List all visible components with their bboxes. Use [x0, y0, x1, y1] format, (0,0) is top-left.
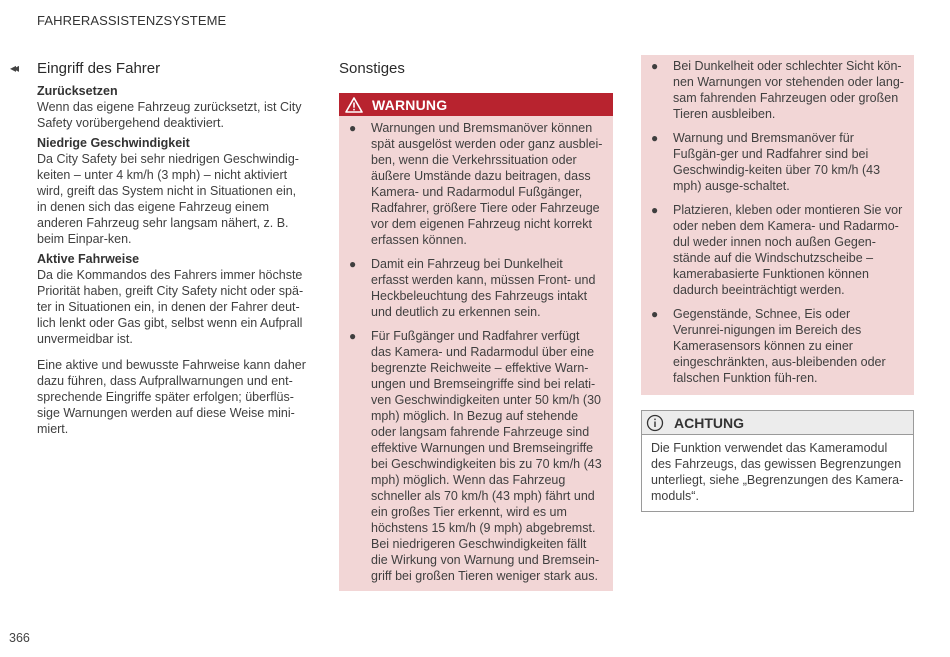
text-low-speed: Da City Safety bei sehr niedrigen Geschwindig-keiten – unter 4 km/h (3 mph) – nicht aktiviert wird, greift das System nicht in Situationen ein, in denen sich das eigene Fahrzeug einem anderen Fahrzeug sehr langsam nähert, z. B. beim Einpar-ken. — [37, 152, 299, 246]
info-circle-icon — [646, 414, 664, 432]
warning-box — [339, 93, 613, 591]
subheading-reversing: Zurücksetzen — [37, 84, 118, 98]
warning-header — [339, 93, 613, 116]
section-title-other: Sonstiges — [339, 60, 405, 77]
list-item: ● Damit ein Fahrzeug bei Dunkelheit erfasst werden kann, müssen Front- und Heckbeleuchtung des Fahrzeugs intakt und deutlich zu erkennen sein. — [349, 257, 596, 319]
warning-box-continued — [641, 55, 914, 395]
list-item: ● Platzieren, kleben oder montieren Sie vor oder neben dem Kamera- und Radarmo-dul weder innen noch außen Gegen-stände auf die Windschutzscheibe – kamerabasierte Funktionen können dadurch beeinträchtigt werden. — [651, 203, 903, 297]
note-box — [641, 410, 914, 512]
text-active-driving: Da die Kommandos des Fahrers immer höchste Priorität haben, greift City Safety nicht oder spä-ter in Situationen ein, in denen der Fahrer deut-lich lenkt oder Gas gibt, selbst wenn ein Aufprall unvermeidbar ist. — [37, 268, 304, 346]
column-driver-intervention — [37, 59, 309, 437]
warning-triangle-icon — [345, 97, 363, 113]
list-item: ● Warnung und Bremsmanöver für Fußgän-ger und Radfahrer sind bei Geschwindig-keiten über 70 km/h (43 mph) ausge-schaltet. — [651, 131, 881, 193]
column-other — [339, 59, 613, 591]
list-item: ● Gegenstände, Schnee, Eis oder Verunrei-nigungen im Bereich des Kamerasensors können zu einer eingeschränkten, aus-bleibenden oder falschen Funktion füh-ren. — [651, 307, 886, 385]
list-item: ● Warnungen und Bremsmanöver können spät ausgelöst werden oder ganz ausblei-ben, wenn die Verkehrssituation oder äußere Umstände dazu beitragen, dass Kamera- und Radarmodul Fußgänger, Radfahrer, größere Tiere oder Fahrzeuge vor dem eigenen Fahrzeug nicht korrekt erfassen können. — [349, 121, 603, 247]
text-paragraph: Eine aktive und bewusste Fahrweise kann daher dazu führen, dass Aufprallwarnungen und ent-sprechende Eingriffe später erfolgen; überflüs-sige Warnungen werden auf diese Weise mini-miert. — [37, 358, 306, 436]
subheading-low-speed: Niedrige Geschwindigkeit — [37, 136, 190, 150]
list-item: ● Bei Dunkelheit oder schlechter Sicht kön-nen Warnungen vor stehenden oder lang-sam fahrenden Fahrzeugen oder großen Tieren ausbleiben. — [651, 59, 904, 121]
warning-label: WARNUNG — [372, 96, 448, 113]
note-label: ACHTUNG — [674, 414, 744, 431]
list-item: ● Für Fußgänger und Radfahrer verfügt das Kamera- und Radarmodul über eine begrenzte Reichweite – effektive Warn-ungen und Bremseingriffe sind bei relati-ven Geschwindigkeiten unter 50 km/h (30 mph) möglich. In Bezug auf stehende oder langsam fahrende Fahrzeuge sind effektive Warnungen und Bremseingriffe bei Geschwindigkeiten bis zu 70 km/h (43 mph) möglich. Wenn das Fahrzeug schneller als 70 km/h (43 mph) fährt und ein großes Tier erkennt, wird es um höchstens 15 km/h (9 mph) abgebremst. Bei niedrigeren Geschwindigkeiten fällt die Wirkung von Warnung und Bremsein-griff bei großen Tieren weniger stark aus. — [349, 329, 602, 583]
page-number: 366 — [9, 631, 30, 645]
page-header: FAHRERASSISTENZSYSTEME — [37, 13, 227, 28]
section-title: Eingriff des Fahrer — [37, 60, 161, 77]
note-header — [642, 411, 913, 435]
subheading-active-driving: Aktive Fahrweise — [37, 252, 140, 266]
note-text: Die Funktion verwendet das Kameramodul des Fahrzeugs, das gewissen Begrenzungen unterliegt, siehe „Begrenzungen des Kamera-moduls“. — [651, 441, 904, 503]
text-reversing: Wenn das eigene Fahrzeug zurücksetzt, ist City Safety vorübergehend deaktiviert. — [37, 100, 302, 130]
double-chevron-left-icon[interactable]: ◂◂ — [10, 61, 17, 75]
column-warning-continued — [641, 59, 914, 512]
